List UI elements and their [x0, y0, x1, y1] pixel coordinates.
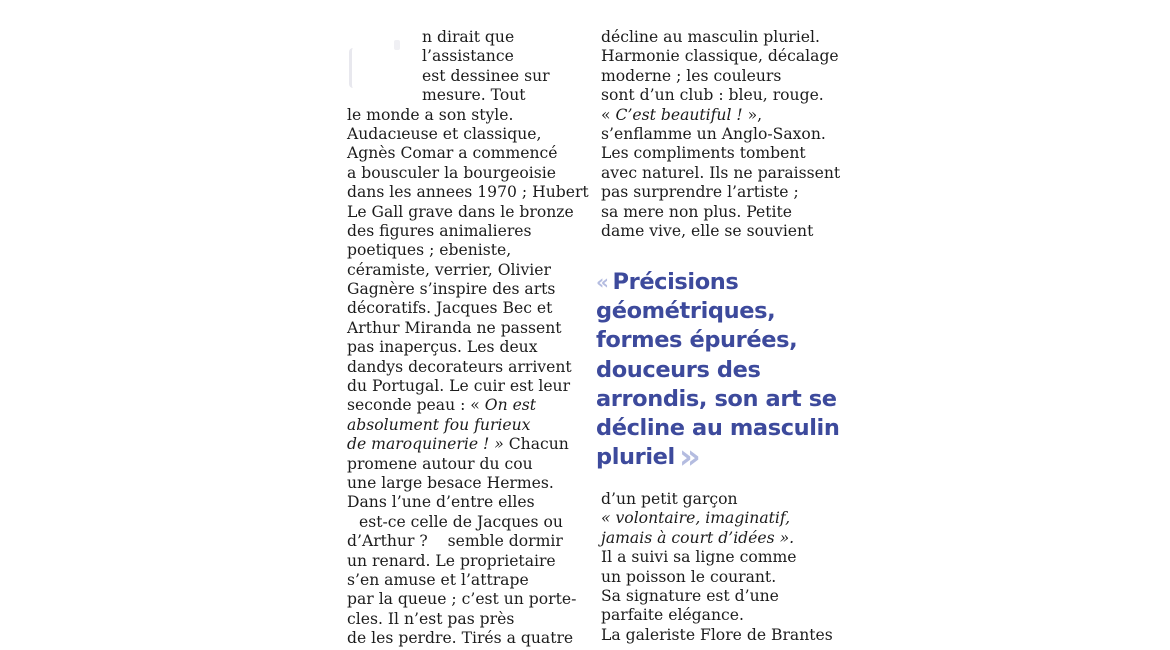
text-line: s’enflamme un Anglo-Saxon.: [601, 124, 826, 143]
text-line: une large besace Hermes.: [347, 473, 554, 492]
quote-close-mark: »: [678, 437, 701, 478]
text-line: d’un petit garçon: [601, 490, 738, 508]
text-line: moderne ; les couleurs: [601, 66, 782, 85]
text-line: dandys decorateurs arrivent: [347, 357, 572, 376]
pull-quote-line: arrondis, son art se: [596, 385, 837, 412]
text-line: Il a suivi sa ligne comme: [601, 548, 797, 567]
quote-line: absolument fou furieux: [347, 415, 531, 434]
text-line: a bousculer la bourgeoisie: [347, 163, 556, 182]
text-line: n dirait que: [422, 28, 515, 46]
quote-line: jamais à court d’idées ».: [601, 528, 795, 547]
text-line: Harmonie classique, décalage: [601, 47, 839, 66]
pull-quote-line: géométriques,: [596, 298, 776, 325]
pull-quote-line: formes épurées,: [596, 327, 798, 354]
text-line: parfaite elégance.: [601, 606, 744, 625]
text-line: promene autour du cou: [347, 454, 533, 473]
pull-quote-line: douceurs des: [596, 356, 761, 383]
text-line: Agnès Comar a commencé: [347, 144, 558, 163]
text-line: du Portugal. Le cuir est leur: [347, 377, 571, 396]
text-line: est-ce celle de Jacques ou: [359, 512, 563, 531]
text-line: Sa signature est d’une: [601, 586, 779, 605]
text-line: d’Arthur ? semble dormir: [347, 532, 563, 551]
text-line: un renard. Le proprietaire: [347, 551, 556, 570]
pull-quote-text: Précisions: [612, 269, 739, 295]
text-line: des figures animalieres: [347, 221, 532, 240]
quote-line: « volontaire, imaginatif,: [601, 509, 791, 528]
text-line: pas surprendre l’artiste ;: [601, 183, 799, 202]
text-fragment: «: [601, 105, 611, 124]
text-line: le monde a son style.: [347, 105, 514, 124]
text-line: sa mere non plus. Petite: [601, 202, 793, 221]
text-line: Les compliments tombent: [601, 144, 806, 163]
quote-fragment: C’est beautiful !: [615, 105, 743, 124]
text-line: poetiques ; ebeniste,: [347, 241, 512, 260]
text-line: de les perdre. Tirés a quatre: [347, 629, 574, 648]
text-line: Gagnère s’inspire des arts: [347, 280, 556, 299]
text-line: céramiste, verrier, Olivier: [347, 260, 551, 279]
pull-quote-text: pluriel: [596, 444, 675, 471]
pull-quote-line: [596, 437, 840, 478]
text-line: sont d’un club : bleu, rouge.: [601, 86, 824, 105]
text-line-mixed: [601, 106, 840, 125]
text-line: La galeriste Flore de Brantes: [601, 625, 833, 644]
text-line: avec naturel. Ils ne paraissent: [601, 163, 841, 182]
text-line: Audacıeuse et classique,: [347, 124, 542, 143]
text-line: par la queue ; c’est un porte-: [347, 590, 577, 609]
text-line: dame vive, elle se souvient: [601, 221, 814, 240]
text-line: mesure. Tout: [422, 86, 526, 105]
text-line: s’en amuse et l’attrape: [347, 570, 529, 589]
text-fragment: seconde peau : «: [347, 396, 480, 415]
text-line: est dessinee sur: [422, 66, 550, 85]
text-line: l’assistance: [422, 47, 514, 66]
text-line: cles. Il n’est pas près: [347, 609, 515, 628]
article-column-right: [601, 28, 840, 241]
text-fragment: Chacun: [503, 435, 569, 454]
pull-quote: [596, 268, 840, 478]
text-line: Dans l’une d’entre elles: [347, 493, 535, 512]
text-line: dans les annees 1970 ; Hubert: [347, 183, 589, 202]
quote-fragment: On est: [484, 396, 537, 415]
text-fragment: »,: [742, 105, 763, 124]
text-line-mixed: [347, 435, 589, 454]
quote-open-mark: «: [596, 270, 609, 294]
text-line-mixed: [347, 396, 589, 415]
text-line: Le Gall grave dans le bronze: [347, 202, 574, 221]
text-line: pas inaperçus. Les deux: [347, 338, 538, 357]
pull-quote-line: [596, 268, 840, 297]
article-column-right-lower: [601, 490, 833, 645]
article-column-left: [347, 28, 589, 649]
text-line: Arthur Miranda ne passent: [347, 318, 562, 337]
text-line: décoratifs. Jacques Bec et: [347, 299, 553, 318]
text-line: un poisson le courant.: [601, 567, 777, 586]
pull-quote-line: décline au masculin: [596, 415, 840, 442]
quote-fragment: de maroquinerie ! »: [347, 435, 504, 454]
text-line: décline au masculin pluriel.: [601, 28, 820, 46]
